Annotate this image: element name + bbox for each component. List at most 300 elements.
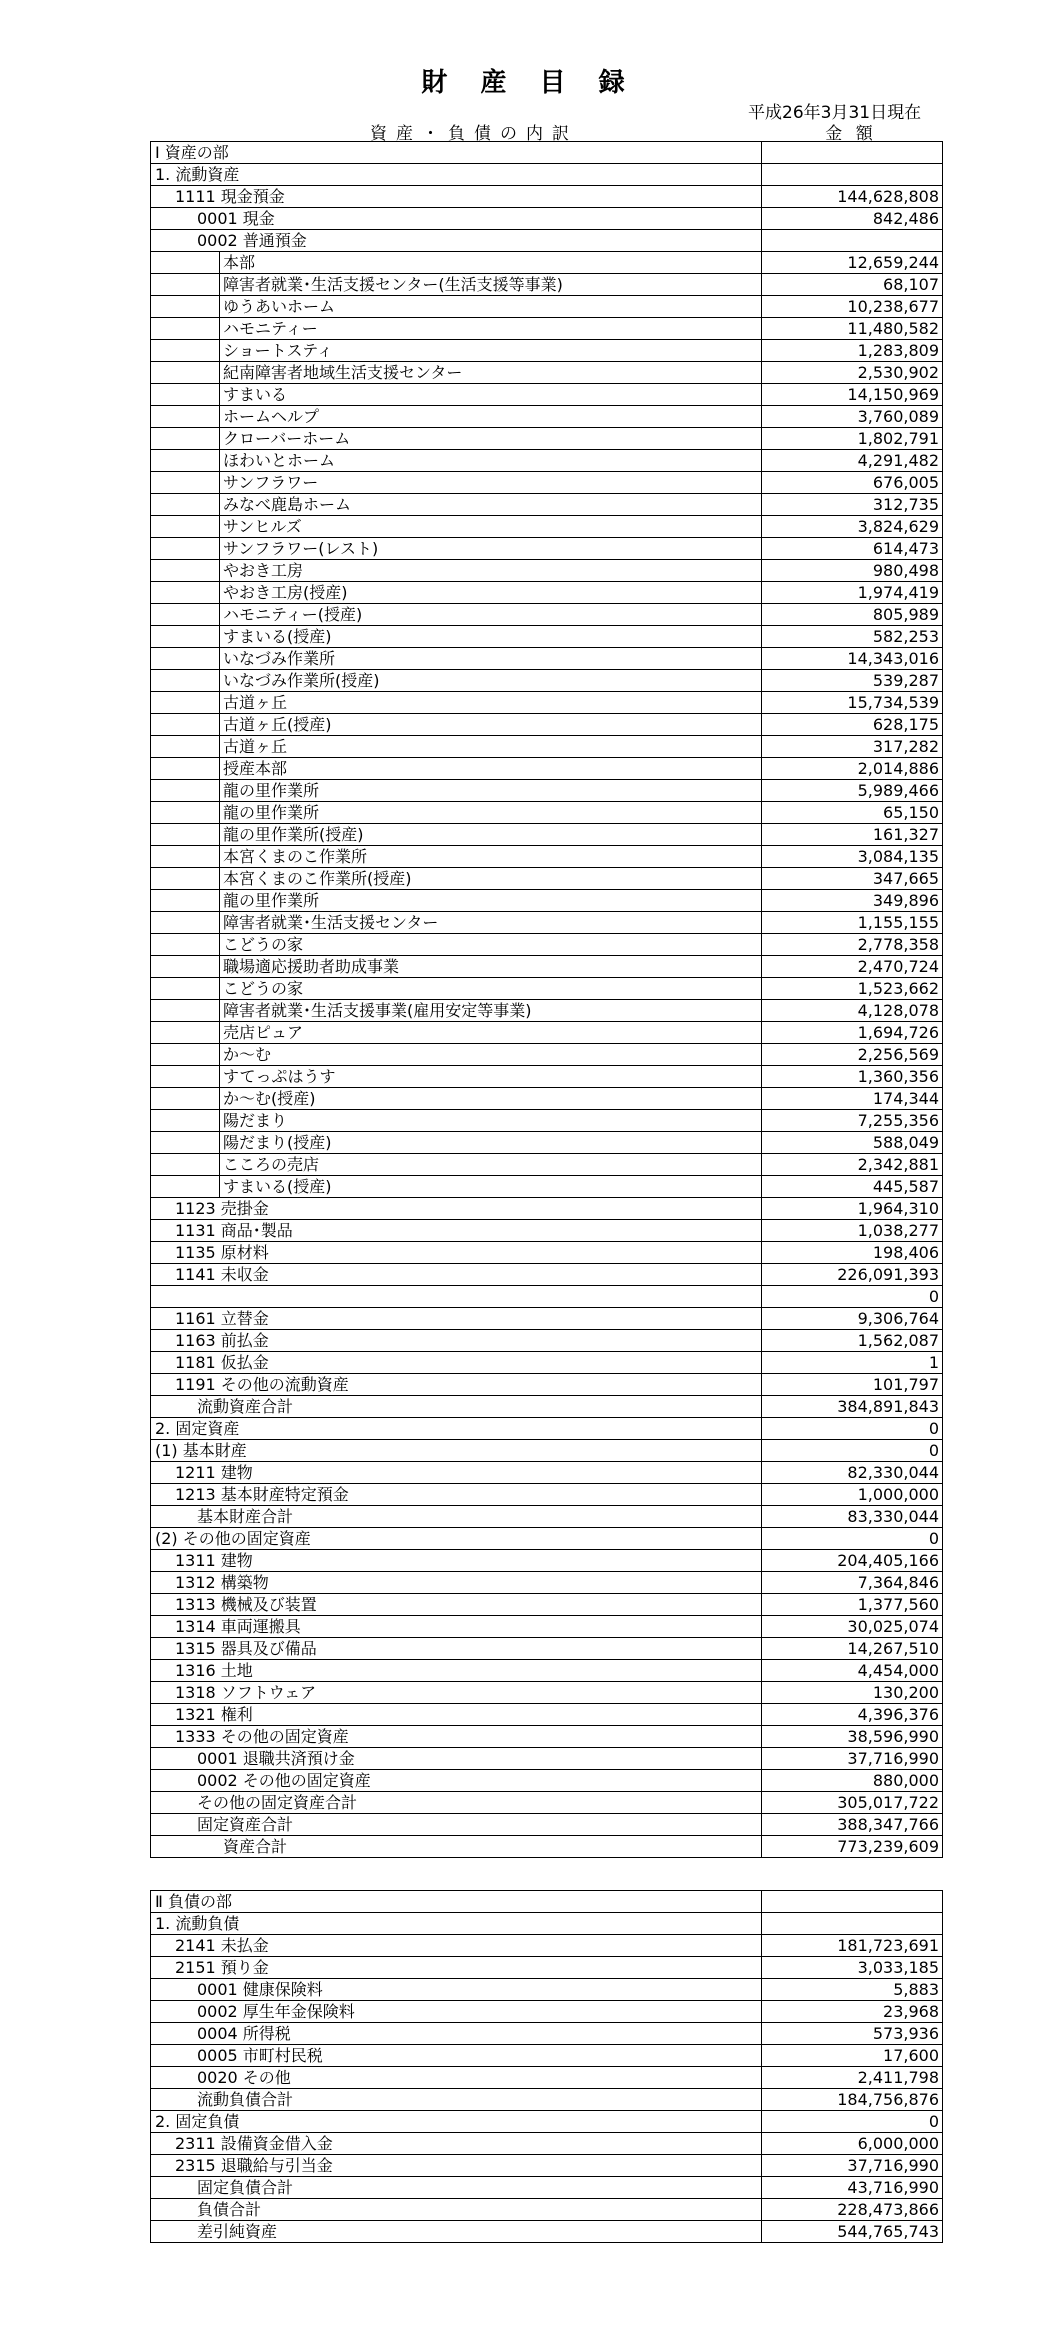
item-label <box>151 2001 762 2023</box>
item-label-text: 流動資産合計 <box>197 1397 294 1416</box>
item-label <box>151 824 762 846</box>
item-label <box>151 1264 762 1286</box>
table-row <box>151 1264 943 1286</box>
item-amount: 17,600 <box>762 2045 943 2067</box>
table-row <box>151 978 943 1000</box>
item-amount: 30,025,074 <box>762 1616 943 1638</box>
item-label <box>151 1352 762 1374</box>
table-row <box>151 626 943 648</box>
item-label <box>151 142 762 164</box>
item-amount: 161,327 <box>762 824 943 846</box>
table-row <box>151 1682 943 1704</box>
item-amount: 1 <box>762 1352 943 1374</box>
item-label <box>151 2023 762 2045</box>
item-label <box>151 2111 762 2133</box>
item-label <box>151 670 762 692</box>
item-label <box>151 1913 762 1935</box>
item-label <box>151 1066 762 1088</box>
item-label-text: サンフラワー <box>223 473 319 492</box>
item-label <box>151 2221 762 2243</box>
item-label-text: か～む <box>223 1045 272 1064</box>
item-label-text: 1. 流動資産 <box>155 165 240 184</box>
item-amount: 614,473 <box>762 538 943 560</box>
item-label-text: 1131 商品･製品 <box>175 1221 293 1240</box>
item-amount: 349,896 <box>762 890 943 912</box>
item-label-text: 障害者就業･生活支援センター(生活支援等事業) <box>223 275 563 294</box>
table-row <box>151 2045 943 2067</box>
item-amount: 1,038,277 <box>762 1220 943 1242</box>
item-label <box>151 1220 762 1242</box>
table-row <box>151 582 943 604</box>
item-amount: 38,596,990 <box>762 1726 943 1748</box>
item-label-text: 0001 健康保険料 <box>197 1980 323 1999</box>
item-amount: 4,454,000 <box>762 1660 943 1682</box>
item-label-text: 2141 未払金 <box>175 1936 269 1955</box>
item-amount: 83,330,044 <box>762 1506 943 1528</box>
item-label <box>151 1374 762 1396</box>
table-row <box>151 736 943 758</box>
item-amount: 37,716,990 <box>762 2155 943 2177</box>
item-label-text: 1141 未収金 <box>175 1265 269 1284</box>
table-row <box>151 1374 943 1396</box>
table-row <box>151 1979 943 2001</box>
item-amount: 184,756,876 <box>762 2089 943 2111</box>
item-amount: 65,150 <box>762 802 943 824</box>
item-label <box>151 2199 762 2221</box>
item-amount: 5,989,466 <box>762 780 943 802</box>
item-label <box>151 208 762 230</box>
item-amount: 174,344 <box>762 1088 943 1110</box>
item-label-text: 1313 機械及び装置 <box>175 1595 317 1614</box>
item-label <box>151 1198 762 1220</box>
table-row <box>151 1440 943 1462</box>
item-amount: 11,480,582 <box>762 318 943 340</box>
table-row <box>151 1154 943 1176</box>
item-label-text: すまいる(授産) <box>223 627 332 646</box>
item-label <box>151 1935 762 1957</box>
item-amount: 347,665 <box>762 868 943 890</box>
table-row <box>151 824 943 846</box>
table-row <box>151 1957 943 1979</box>
item-amount: 1,964,310 <box>762 1198 943 1220</box>
item-label-text: 職場適応援助者助成事業 <box>223 957 400 976</box>
item-label-text: 1213 基本財産特定預金 <box>175 1485 349 1504</box>
table-row <box>151 1726 943 1748</box>
table-row <box>151 670 943 692</box>
item-label <box>151 890 762 912</box>
item-label-text: 差引純資産 <box>197 2222 278 2241</box>
table-row <box>151 780 943 802</box>
item-label-text: 負債合計 <box>197 2200 262 2219</box>
item-amount: 228,473,866 <box>762 2199 943 2221</box>
table-row <box>151 538 943 560</box>
item-label <box>151 494 762 516</box>
table-row <box>151 912 943 934</box>
item-label-text: 古道ヶ丘 <box>223 737 288 756</box>
item-amount: 312,735 <box>762 494 943 516</box>
item-amount: 573,936 <box>762 2023 943 2045</box>
item-label <box>151 1748 762 1770</box>
table-row <box>151 1418 943 1440</box>
item-amount: 880,000 <box>762 1770 943 1792</box>
item-label <box>151 1957 762 1979</box>
item-label <box>151 582 762 604</box>
table-row <box>151 1066 943 1088</box>
item-label <box>151 186 762 208</box>
item-label <box>151 692 762 714</box>
item-label <box>151 252 762 274</box>
item-label <box>151 362 762 384</box>
item-label-text: 0004 所得税 <box>197 2024 291 2043</box>
table-row <box>151 2221 943 2243</box>
item-label-text: 1314 車両運搬具 <box>175 1617 301 1636</box>
item-label-text: 1135 原材料 <box>175 1243 269 1262</box>
item-label-text: 本宮くまのこ作業所 <box>223 847 368 866</box>
item-label <box>151 846 762 868</box>
item-amount: 0 <box>762 1440 943 1462</box>
item-label-text: 2. 固定負債 <box>155 2112 240 2131</box>
item-label <box>151 1462 762 1484</box>
item-label-text: 龍の里作業所 <box>223 803 320 822</box>
item-amount: 588,049 <box>762 1132 943 1154</box>
item-label <box>151 648 762 670</box>
item-label-text: 固定資産合計 <box>197 1815 294 1834</box>
item-label <box>151 2155 762 2177</box>
item-amount: 582,253 <box>762 626 943 648</box>
table-row <box>151 428 943 450</box>
table-row <box>151 560 943 582</box>
table-row <box>151 1022 943 1044</box>
table-row <box>151 1704 943 1726</box>
item-label <box>151 1308 762 1330</box>
item-label-text: 固定負債合計 <box>197 2178 294 2197</box>
item-amount: 144,628,808 <box>762 186 943 208</box>
item-label-text: 陽だまり(授産) <box>223 1133 332 1152</box>
item-amount: 101,797 <box>762 1374 943 1396</box>
table-row <box>151 890 943 912</box>
item-amount: 43,716,990 <box>762 2177 943 2199</box>
item-label-text: こどうの家 <box>223 935 304 954</box>
table-row <box>151 2199 943 2221</box>
table-row <box>151 1616 943 1638</box>
item-amount: 1,283,809 <box>762 340 943 362</box>
table-row <box>151 956 943 978</box>
table-row <box>151 1836 943 1858</box>
table-row <box>151 274 943 296</box>
item-label <box>151 1286 762 1308</box>
item-label <box>151 164 762 186</box>
item-label-text: 古道ヶ丘(授産) <box>223 715 332 734</box>
table-row <box>151 1792 943 1814</box>
item-amount: 23,968 <box>762 2001 943 2023</box>
item-label-text: 1191 その他の流動資産 <box>175 1375 349 1394</box>
table-row <box>151 1176 943 1198</box>
table-row <box>151 1550 943 1572</box>
item-label <box>151 934 762 956</box>
item-label-text: いなづみ作業所(授産) <box>223 671 380 690</box>
table-row <box>151 1286 943 1308</box>
item-amount: 0 <box>762 1286 943 1308</box>
item-label <box>151 340 762 362</box>
item-amount: 842,486 <box>762 208 943 230</box>
item-amount <box>762 142 943 164</box>
item-amount: 305,017,722 <box>762 1792 943 1814</box>
table-row <box>151 1660 943 1682</box>
item-amount: 980,498 <box>762 560 943 582</box>
item-label-text: 1316 土地 <box>175 1661 253 1680</box>
item-amount: 2,014,886 <box>762 758 943 780</box>
item-label-text: すまいる <box>223 385 288 404</box>
item-amount: 2,411,798 <box>762 2067 943 2089</box>
item-label-text: 流動負債合計 <box>197 2090 294 2109</box>
item-label-text: こどうの家 <box>223 979 304 998</box>
table-row <box>151 2001 943 2023</box>
item-amount: 1,974,419 <box>762 582 943 604</box>
table-row <box>151 802 943 824</box>
item-label <box>151 1110 762 1132</box>
table-row <box>151 450 943 472</box>
item-label <box>151 1572 762 1594</box>
table-row <box>151 1770 943 1792</box>
item-amount: 3,824,629 <box>762 516 943 538</box>
item-amount: 226,091,393 <box>762 1264 943 1286</box>
item-label-text: 龍の里作業所 <box>223 891 320 910</box>
item-amount: 4,291,482 <box>762 450 943 472</box>
item-label <box>151 384 762 406</box>
table-row <box>151 318 943 340</box>
item-label <box>151 714 762 736</box>
item-label-text: 障害者就業･生活支援事業(雇用安定等事業) <box>223 1001 532 1020</box>
item-label <box>151 1088 762 1110</box>
item-amount: 82,330,044 <box>762 1462 943 1484</box>
item-amount <box>762 230 943 252</box>
table-row <box>151 692 943 714</box>
item-label <box>151 538 762 560</box>
item-label <box>151 1176 762 1198</box>
table-row <box>151 142 943 164</box>
table-row <box>151 604 943 626</box>
item-label <box>151 1154 762 1176</box>
assets-table <box>150 141 943 1858</box>
table-row <box>151 868 943 890</box>
as-of-date: 平成26年3月31日現在 <box>748 103 922 123</box>
item-amount: 388,347,766 <box>762 1814 943 1836</box>
item-label <box>151 912 762 934</box>
table-row <box>151 186 943 208</box>
item-label-text: 1211 建物 <box>175 1463 253 1482</box>
item-label-text: 売店ピュア <box>223 1023 304 1042</box>
item-label-text: 0002 厚生年金保険料 <box>197 2002 355 2021</box>
item-label-text: 1312 構築物 <box>175 1573 269 1592</box>
table-row <box>151 1572 943 1594</box>
item-amount: 1,377,560 <box>762 1594 943 1616</box>
item-label <box>151 2045 762 2067</box>
item-label <box>151 1044 762 1066</box>
item-label-text: 紀南障害者地域生活支援センター <box>223 363 463 382</box>
table-row <box>151 1132 943 1154</box>
table-row <box>151 1198 943 1220</box>
item-amount: 1,155,155 <box>762 912 943 934</box>
item-label <box>151 1726 762 1748</box>
item-amount: 10,238,677 <box>762 296 943 318</box>
item-label-text: 1161 立替金 <box>175 1309 269 1328</box>
table-row <box>151 340 943 362</box>
item-label-text: 0002 その他の固定資産 <box>197 1771 371 1790</box>
item-label-text: 1321 権利 <box>175 1705 253 1724</box>
table-row <box>151 1352 943 1374</box>
item-label <box>151 1022 762 1044</box>
item-amount: 2,470,724 <box>762 956 943 978</box>
item-amount: 1,562,087 <box>762 1330 943 1352</box>
item-label-text: 2311 設備資金借入金 <box>175 2134 333 2153</box>
item-label-text: ゆうあいホーム <box>223 297 336 316</box>
table-row <box>151 1638 943 1660</box>
item-label <box>151 956 762 978</box>
item-amount: 14,150,969 <box>762 384 943 406</box>
table-row <box>151 2133 943 2155</box>
table-row <box>151 1814 943 1836</box>
item-label <box>151 758 762 780</box>
item-amount: 37,716,990 <box>762 1748 943 1770</box>
table-row <box>151 1484 943 1506</box>
item-label <box>151 428 762 450</box>
item-amount: 4,396,376 <box>762 1704 943 1726</box>
item-amount: 4,128,078 <box>762 1000 943 1022</box>
table-row <box>151 472 943 494</box>
item-amount: 0 <box>762 2111 943 2133</box>
item-label-text: (2) その他の固定資産 <box>155 1529 311 1548</box>
item-label-text: 龍の里作業所(授産) <box>223 825 364 844</box>
table-row <box>151 1594 943 1616</box>
item-label-text: サンフラワー(レスト) <box>223 539 379 558</box>
item-amount: 181,723,691 <box>762 1935 943 1957</box>
item-amount: 9,306,764 <box>762 1308 943 1330</box>
item-amount: 384,891,843 <box>762 1396 943 1418</box>
item-amount: 1,523,662 <box>762 978 943 1000</box>
item-label-text: 1333 その他の固定資産 <box>175 1727 349 1746</box>
item-label <box>151 1660 762 1682</box>
item-amount: 7,255,356 <box>762 1110 943 1132</box>
table-row <box>151 1330 943 1352</box>
table-row <box>151 1913 943 1935</box>
item-label-text: やおき工房(授産) <box>223 583 348 602</box>
item-label-text: クローバーホーム <box>223 429 351 448</box>
table-row <box>151 362 943 384</box>
item-label <box>151 230 762 252</box>
item-label <box>151 1484 762 1506</box>
item-label <box>151 1594 762 1616</box>
item-label-text: すまいる(授産) <box>223 1177 332 1196</box>
table-row <box>151 1748 943 1770</box>
table-row <box>151 1242 943 1264</box>
item-label <box>151 1770 762 1792</box>
item-label <box>151 1528 762 1550</box>
table-row <box>151 1308 943 1330</box>
item-label <box>151 1506 762 1528</box>
item-label <box>151 318 762 340</box>
table-row <box>151 2023 943 2045</box>
table-row <box>151 1462 943 1484</box>
amount-header: 金 額 <box>825 124 877 144</box>
item-label <box>151 560 762 582</box>
table-row <box>151 2177 943 2199</box>
item-label <box>151 626 762 648</box>
item-label-text: 1181 仮払金 <box>175 1353 269 1372</box>
item-amount: 3,760,089 <box>762 406 943 428</box>
item-amount: 1,000,000 <box>762 1484 943 1506</box>
table-row <box>151 1396 943 1418</box>
item-label-text: 0020 その他 <box>197 2068 291 2087</box>
item-amount: 198,406 <box>762 1242 943 1264</box>
table-row <box>151 1088 943 1110</box>
item-amount: 5,883 <box>762 1979 943 2001</box>
document-title: 財 産 目 録 <box>421 68 637 98</box>
item-label-text: 資産合計 <box>223 1837 288 1856</box>
item-label-text: 1318 ソフトウェア <box>175 1683 317 1702</box>
item-label <box>151 1704 762 1726</box>
table-row <box>151 164 943 186</box>
item-label-text: 1163 前払金 <box>175 1331 269 1350</box>
item-label <box>151 296 762 318</box>
item-amount: 2,256,569 <box>762 1044 943 1066</box>
item-label <box>151 2133 762 2155</box>
item-label <box>151 1000 762 1022</box>
item-label-text: その他の固定資産合計 <box>197 1793 358 1812</box>
item-label-text: 障害者就業･生活支援センター <box>223 913 439 932</box>
item-label-text: 2. 固定資産 <box>155 1419 240 1438</box>
item-label <box>151 1418 762 1440</box>
table-row <box>151 1220 943 1242</box>
item-amount <box>762 1913 943 1935</box>
item-amount <box>762 164 943 186</box>
item-label <box>151 472 762 494</box>
item-label-text: やおき工房 <box>223 561 304 580</box>
item-amount: 445,587 <box>762 1176 943 1198</box>
item-label <box>151 1792 762 1814</box>
item-label-text: みなべ鹿島ホーム <box>223 495 352 514</box>
item-amount: 539,287 <box>762 670 943 692</box>
item-label <box>151 1814 762 1836</box>
item-label <box>151 978 762 1000</box>
item-label-text: Ⅰ 資産の部 <box>155 143 229 162</box>
item-label <box>151 1396 762 1418</box>
item-amount: 7,364,846 <box>762 1572 943 1594</box>
item-amount: 317,282 <box>762 736 943 758</box>
item-label <box>151 868 762 890</box>
item-label-text: 1111 現金預金 <box>175 187 285 206</box>
item-label-text: 本宮くまのこ作業所(授産) <box>223 869 412 888</box>
item-label-text: 0005 市町村民税 <box>197 2046 323 2065</box>
item-label <box>151 450 762 472</box>
item-label <box>151 1682 762 1704</box>
item-label <box>151 2177 762 2199</box>
item-amount: 0 <box>762 1418 943 1440</box>
item-label-text: 龍の里作業所 <box>223 781 320 800</box>
item-label <box>151 1891 762 1913</box>
item-label <box>151 1242 762 1264</box>
item-label-text: 1123 売掛金 <box>175 1199 269 1218</box>
table-row <box>151 384 943 406</box>
item-amount: 204,405,166 <box>762 1550 943 1572</box>
item-label <box>151 1550 762 1572</box>
item-amount: 1,360,356 <box>762 1066 943 1088</box>
item-amount: 2,530,902 <box>762 362 943 384</box>
item-amount: 1,694,726 <box>762 1022 943 1044</box>
item-label-text: 授産本部 <box>223 759 288 778</box>
table-row <box>151 2067 943 2089</box>
item-amount: 773,239,609 <box>762 1836 943 1858</box>
item-amount: 14,343,016 <box>762 648 943 670</box>
